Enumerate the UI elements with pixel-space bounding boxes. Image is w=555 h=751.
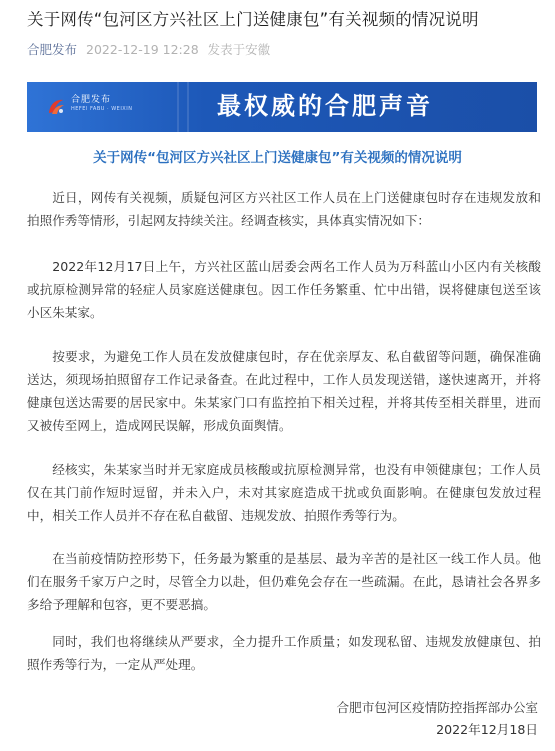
hefei-logo-icon xyxy=(45,96,67,118)
publish-region: 发表于安徽 xyxy=(207,42,271,57)
paragraph-appeal xyxy=(27,547,541,616)
article-meta xyxy=(27,40,270,60)
paragraph-text: 近日，网传有关视频，质疑包河区方兴社区工作人员在上门送健康包时存在违规发放和拍照作秀等情形，引起网友持续关注。经调查核实，具体真实情况如下： xyxy=(27,190,541,228)
banner-logo-text: 合肥发布 xyxy=(71,95,112,105)
banner-logo xyxy=(45,91,141,123)
paragraph-procedure xyxy=(27,345,541,437)
paragraph-verification xyxy=(27,458,541,527)
paragraph-text: 同时，我们也将继续从严要求，全力提升工作质量；如发现私留、违规发放健康包、拍照作秀等行为，一定从严处理。 xyxy=(27,634,541,672)
article-title: 关于网传“包河区方兴社区上门送健康包”有关视频的情况说明 xyxy=(27,10,479,29)
signature-org: 合肥市包河区疫情防控指挥部办公室 xyxy=(336,700,538,715)
paragraph-commitment xyxy=(27,630,541,676)
banner-slogan: 最权威的合肥声音 xyxy=(217,91,433,120)
banner-logo-subtext: HEFEI FABU · WEIXIN xyxy=(71,106,133,112)
paragraph-event xyxy=(27,255,541,324)
signature-date: 2022年12月18日 xyxy=(436,722,538,737)
publish-time: 2022-12-19 12:28 xyxy=(86,42,199,57)
account-name-link[interactable]: 合肥发布 xyxy=(27,42,78,57)
paragraph-text: 在当前疫情防控形势下，任务最为繁重的是基层、最为辛苦的是社区一线工作人员。他们在服务千家万户之时，尽管全力以赴，但仍难免会存在一些疏漏。在此，恳请社会各界多多给予理解和包容，更不要恶搞。 xyxy=(27,551,541,612)
header-banner xyxy=(27,82,537,132)
paragraph-text: 2022年12月17日上午，方兴社区蓝山居委会两名工作人员为万科蓝山小区内有关核酸或抗原检测异常的轻症人员家庭送健康包。因工作任务繁重、忙中出错，误将健康包送至该小区朱某家。 xyxy=(27,259,541,320)
paragraph-text: 按要求，为避免工作人员在发放健康包时，存在优亲厚友、私自截留等问题，确保准确送达，须现场拍照留存工作记录备查。在此过程中，工作人员发现送错，遂快速离开，并将健康包送达需要的居民家中。朱某家门口有监控拍下相关过程，并将其传至相关群里，进而又被传至网上，造成网民误解，形成负面舆情。 xyxy=(27,349,541,433)
article-headline: 关于网传“包河区方兴社区上门送健康包”有关视频的情况说明 xyxy=(93,150,462,166)
paragraph-intro xyxy=(27,186,541,232)
paragraph-text: 经核实，朱某家当时并无家庭成员核酸或抗原检测异常，也没有申领健康包；工作人员仅在其门前作短时逗留，并未入户，未对其家庭造成干扰或负面影响。在健康包发放过程中，相关工作人员并不存在私自截留、违规发放、拍照作秀等行为。 xyxy=(27,462,541,523)
